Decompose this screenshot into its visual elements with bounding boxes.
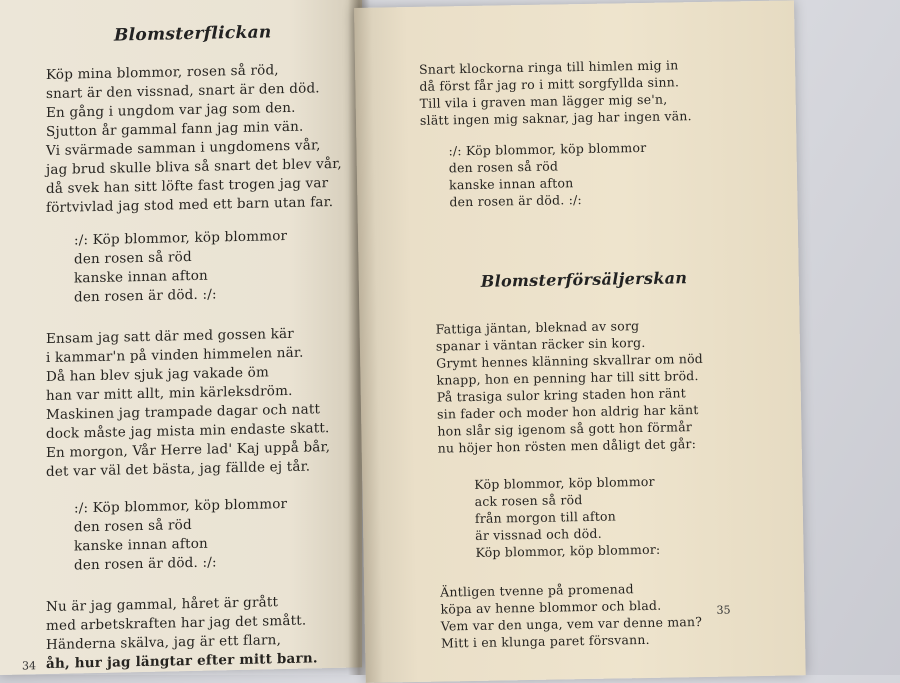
verse-line: Händerna skälva, jag är ett flarn, [46,632,282,654]
right-page [354,0,806,683]
refrain [438,471,779,562]
verse-line: Grymt hennes klänning skvallrar om nöd [436,350,704,371]
verse-line: Maskinen jag trampade dagar och natt [46,401,321,424]
verse-line: En gång i ungdom var jag som den. [46,99,296,122]
verse-line: den rosen så röd [74,516,192,536]
stanza [435,315,777,457]
verse-line: kanske innan afton [448,175,574,193]
verse-line: Mitt i en klunga paret försvann. [440,631,650,651]
verse-line: den rosen så röd [448,158,559,176]
verse-line: han var mitt allt, min kärleksdröm. [46,382,293,405]
verse-line: Till vila i graven man lägger mig se'n, [419,91,668,111]
right-page-body-top [419,55,782,211]
verse-line: köpa av henne blommor och blad. [440,597,662,617]
verse-line: Äntligen tvenne på promenad [440,581,634,600]
stanza [419,55,780,129]
verse-line: :/: Köp blommor, köp blommor [74,227,288,249]
refrain [420,137,781,211]
verse-line: åh, hur jag längtar efter mitt barn. [46,650,318,673]
verse-line: den rosen är död. :/: [74,286,217,306]
verse-line: från morgon till afton [474,508,617,526]
verse-line: Vi svärmade samman i ungdomens vår, [46,137,321,160]
verse-line: Fattiga jäntan, bleknad av sorg [435,318,640,337]
verse-line: Köp mina blommor, rosen så röd, [46,62,279,84]
verse-line: kanske innan afton [74,535,208,555]
verse-line: slätt ingen mig saknar, jag har ingen vän. [419,108,692,128]
right-page-body-bottom [435,315,781,652]
stanza [46,592,346,674]
verse-line: den rosen är död. :/: [74,554,217,574]
verse-line: då först får jag ro i mitt sorgfyllda sinn. [419,74,680,94]
verse-line: ack rosen så röd [474,492,583,509]
verse-line: förtvivlad jag stod med ett barn utan far. [46,194,334,217]
refrain [46,494,346,576]
page-number-left: 34 [22,659,36,673]
stanza [46,324,346,482]
verse-line: Köp blommor, köp blommor [474,473,655,492]
verse-line: En morgon, Vår Herre lad' Kaj uppå bår, [46,439,331,462]
verse-line: Ensam jag satt där med gossen kär [46,325,294,348]
verse-line: dock måste jag mista min endaste skatt. [46,420,330,443]
verse-line: nu höjer hon rösten men dåligt det går: [437,436,697,456]
verse-line: Köp blommor, köp blommor: [475,541,661,560]
verse-line: :/: Köp blommor, köp blommor [74,495,288,517]
verse-line: i kammar'n på vinden himmelen när. [46,344,304,367]
verse-line: sin fader och moder hon aldrig har känt [436,402,699,422]
left-page-body [46,60,346,674]
verse-line: Snart klockorna ringa till himlen mig in [418,57,679,77]
page-number-right: 35 [716,603,731,617]
verse-line: Nu är jag gammal, håret är grått [46,594,279,616]
poem-title-right: Blomsterförsäljerskan [480,268,688,291]
stanza [46,60,346,218]
verse-line: då svek han sitt löfte fast trogen jag var [46,175,329,198]
verse-line: kanske innan afton [74,267,208,287]
verse-line: På trasiga sulor kring staden hon ränt [436,385,686,405]
verse-line: hon slår sig igenom så gott hon förmår [437,419,693,439]
verse-line: den rosen är död. :/: [449,192,582,210]
verse-line: :/: Köp blommor, köp blommor [448,139,647,159]
verse-line: är vissnad och död. [475,525,602,543]
left-page [0,0,362,675]
verse-line: snart är den vissnad, snart är den död. [46,80,320,103]
verse-line: Vem var den unga, vem var denne man? [440,614,703,634]
verse-line: den rosen så röd [74,248,192,268]
verse-line: det var väl det bästa, jag fällde ej tår. [46,458,311,481]
verse-line: spanar i väntan räcker sin korg. [435,334,646,354]
verse-line: Då han blev sjuk jag vakade öm [46,364,269,386]
verse-line: jag brud skulle bliva så snart det blev vår, [46,155,342,179]
verse-line: Sjutton år gammal fann jag min vän. [46,118,304,141]
poem-title-left: Blomsterflickan [114,22,272,46]
verse-line: knapp, hon en penning har till sitt bröd. [436,368,699,388]
refrain [46,226,346,308]
verse-line: med arbetskraften har jag det smått. [46,612,307,635]
